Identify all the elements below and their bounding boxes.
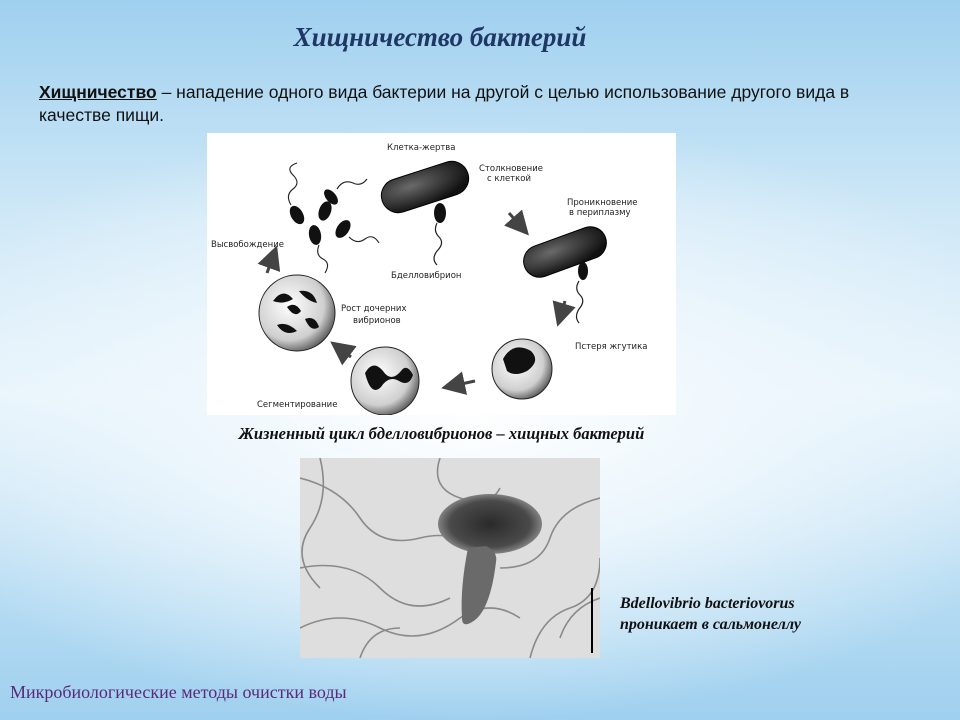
label-prey-cell: Клетка-жертва [387,143,456,153]
growth-sphere [259,275,335,351]
label-flagellum-loss: Пстеря жгутика [575,342,648,352]
arrow-2 [559,301,565,321]
flagellum-loss-sphere [492,339,552,399]
label-collision-2: с клеткой [487,174,531,184]
label-bdellovibrio: Бделловибрион [391,271,462,281]
label-growth-2: вибрионов [353,316,401,326]
definition-text: – нападение одного вида бактерии на другой с целью использование другого вида в качестве пищи. [39,82,850,125]
label-segmentation: Сегментирование [257,400,338,410]
life-cycle-svg [207,133,676,415]
arrow-3 [447,381,475,387]
micrograph-image [300,458,600,658]
definition-paragraph [39,81,889,127]
micrograph-caption-line2: проникает в сальмонеллу [620,616,801,633]
micrograph-svg [300,458,600,658]
arrow-1 [509,213,525,231]
micrograph-caption-line1: Bdellovibrio bacteriovorus [620,595,795,612]
slide-title: Хищничество бактерий [293,22,587,52]
footer: Микробиологические методы очистки воды [10,682,347,702]
label-growth-1: Рост дочерних [341,304,407,314]
released-vibrios [287,163,379,273]
prey-cell [377,157,473,265]
arrow-5 [267,251,275,273]
arrow-4 [335,345,351,357]
bdellovibrio-attaching [434,203,446,223]
label-release: Высвобождение [211,240,284,250]
definition-term: Хищничество [39,82,157,102]
label-penetration-2: в периплазму [569,208,631,218]
label-penetration-1: Проникновение [567,198,638,208]
label-collision-1: Столкновение [479,164,543,174]
micrograph-caption [620,593,880,635]
prey-cell-micro [438,494,542,554]
diagram-caption: Жизненный цикл бделловибрионов – хищных бактерий [238,424,645,443]
penetrating-cell [519,222,611,323]
life-cycle-diagram [207,133,676,415]
segmentation-sphere [351,347,419,415]
